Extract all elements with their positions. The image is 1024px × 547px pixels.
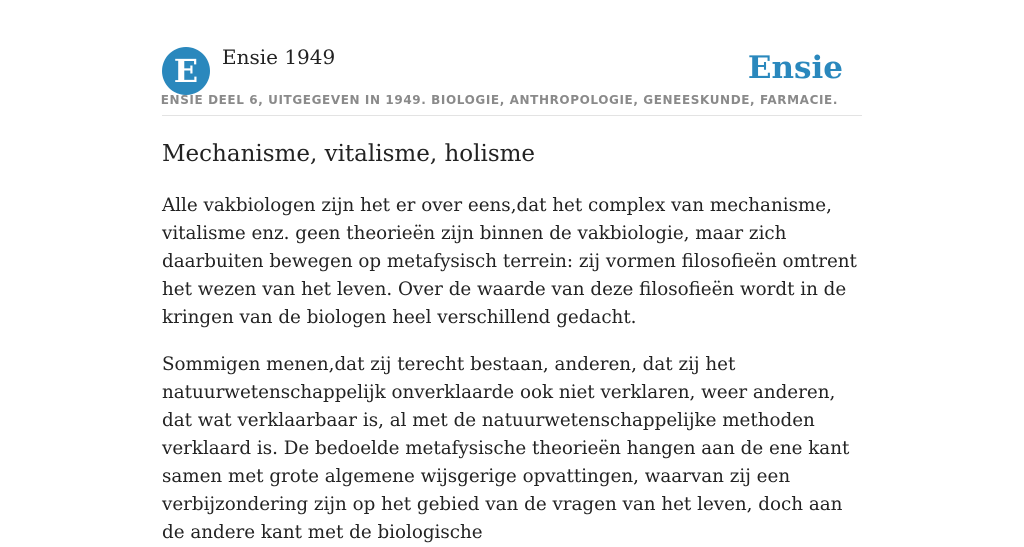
ensie-logo-icon[interactable]: E [162, 47, 210, 95]
brand-logo[interactable]: Ensie [747, 50, 843, 86]
article-paragraph: Alle vakbiologen zijn het er over eens,dat het complex van mechanisme, vitalisme enz. geen theorieën zijn binnen de vakbiologie, maar zich daarbuiten bewegen op metafysisch terrein: zij vormen filosofieën omtrent het wezen van het leven. Over de waarde van deze filosofieën wordt in de kringen van de biologen heel verschillend gedacht. [162, 195, 857, 328]
site-header [162, 0, 862, 116]
article [162, 138, 862, 547]
article-paragraph: Sommigen menen,dat zij terecht bestaan, anderen, dat zij het natuurwetenschappelijk onverklaarde ook niet verklaren, weer anderen, dat wat verklaarbaar is, al met de natuurwetenschappelijke methoden verklaard is. De bedoelde metafysische theorieën hangen aan de ene kant samen met grote algemene wijsgerige opvattingen, waarvan zij een verbijzondering zijn op het gebied van de vragen van het leven, doch aan de andere kant met de biologische [162, 354, 850, 543]
article-title: Mechanisme, vitalisme, holisme [162, 141, 536, 167]
edition-title[interactable]: Ensie 1949 [222, 45, 336, 69]
edition-subtitle: ENSIE DEEL 6, UITGEGEVEN IN 1949. BIOLOGIE, ANTHROPOLOGIE, GENEESKUNDE, FARMACIE. [160, 93, 838, 107]
